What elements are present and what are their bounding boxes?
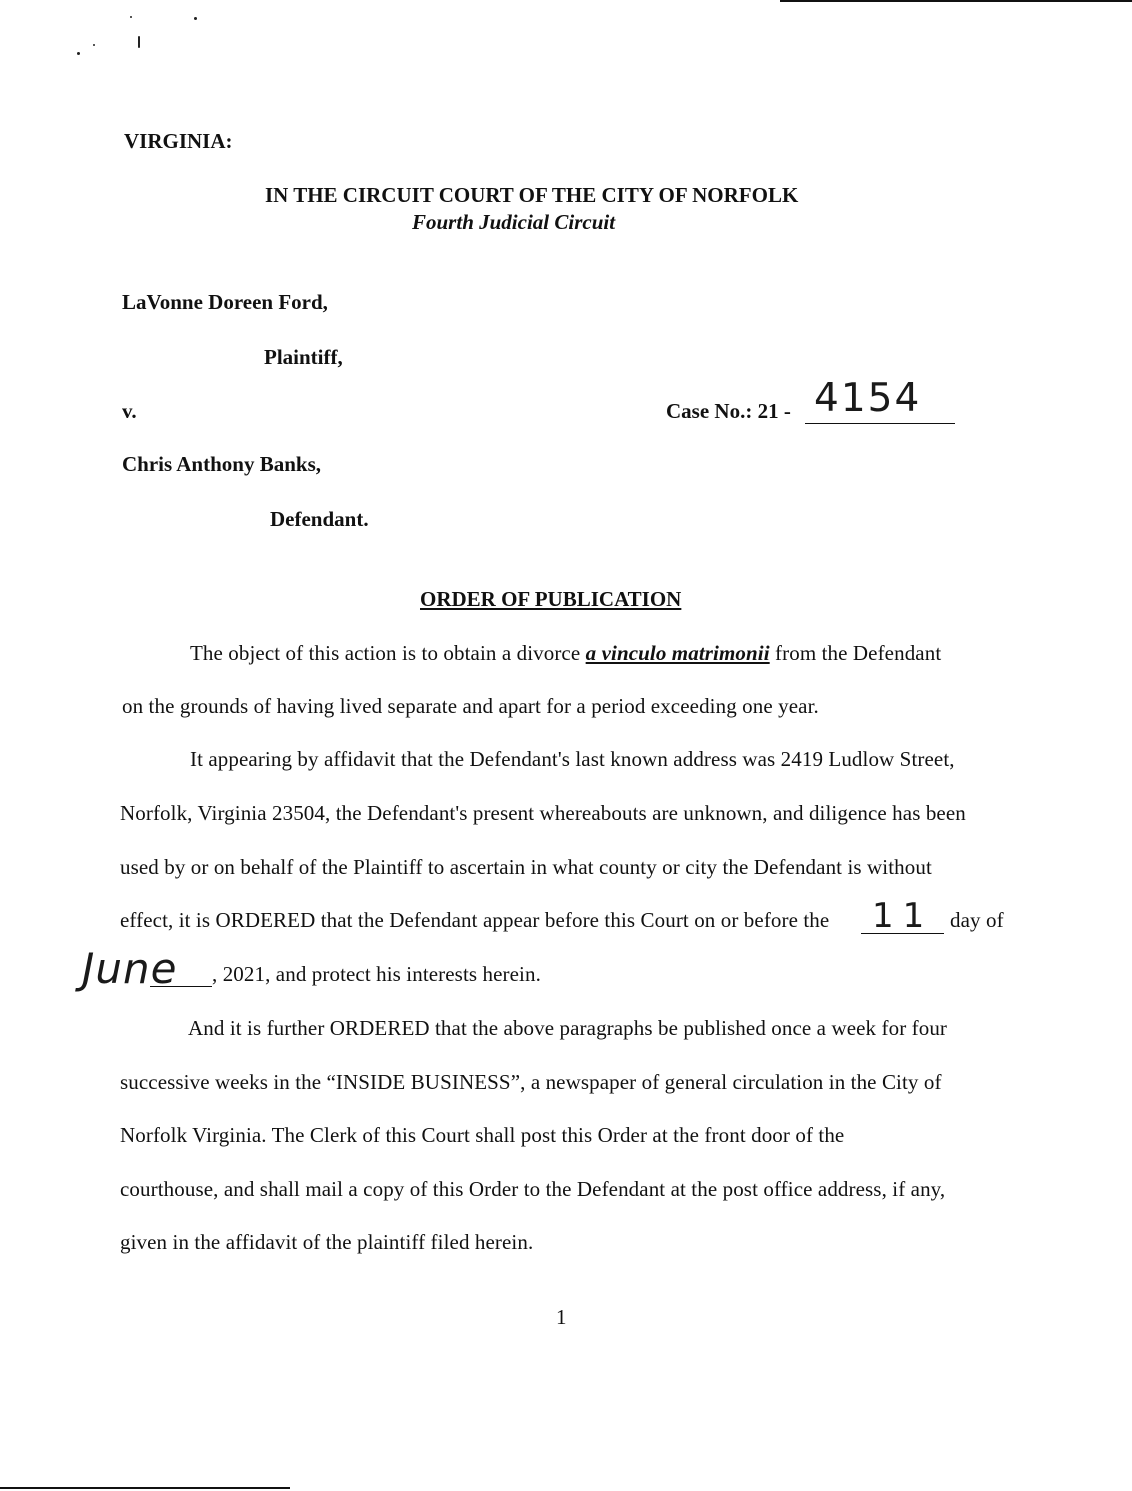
- scan-speck: [77, 52, 80, 55]
- p3-line1: And it is further ORDERED that the above paragraphs be published once a week for four: [188, 1016, 948, 1040]
- day-of-label: day of: [950, 908, 1004, 932]
- circuit-subtitle: Fourth Judicial Circuit: [412, 210, 616, 234]
- p1-text-b: from the Defendant: [775, 641, 942, 665]
- month-handwritten: June: [82, 944, 178, 993]
- p2-line4-text: effect, it is ORDERED that the Defendant appear before this Court on or before the: [120, 908, 830, 932]
- p3-line2: successive weeks in the “INSIDE BUSINESS”, a newspaper of general circulation in the City of: [120, 1070, 942, 1094]
- case-number-label: Case No.: 21 -: [666, 399, 791, 423]
- p2-line2: Norfolk, Virginia 23504, the Defendant's present whereabouts are unknown, and diligence has been: [120, 801, 966, 825]
- latin-term: a vinculo matrimonii: [585, 641, 770, 665]
- state-heading: VIRGINIA:: [124, 129, 233, 153]
- court-title: IN THE CIRCUIT COURT OF THE CITY OF NORFOLK: [265, 183, 799, 207]
- page-number: 1: [556, 1305, 567, 1329]
- scan-speck: [130, 16, 132, 18]
- p2-line5: , 2021, and protect his interests herein.: [212, 962, 541, 986]
- p3-line3: Norfolk Virginia. The Clerk of this Court shall post this Order at the front door of the: [120, 1123, 845, 1147]
- scan-edge-bottom: [0, 1487, 290, 1489]
- p3-line4: courthouse, and shall mail a copy of this Order to the Defendant at the post office address, if any,: [120, 1177, 946, 1201]
- p1-text-a: The object of this action is to obtain a divorce: [190, 641, 581, 665]
- scan-speck: [138, 36, 140, 48]
- scan-speck: [194, 17, 197, 20]
- order-title: ORDER OF PUBLICATION: [420, 587, 682, 611]
- p3-line5: given in the affidavit of the plaintiff filed herein.: [120, 1230, 534, 1254]
- day-handwritten: 11: [872, 896, 934, 936]
- defendant-role: Defendant.: [270, 507, 369, 531]
- versus-label: v.: [122, 399, 137, 423]
- p2-line3: used by or on behalf of the Plaintiff to ascertain in what county or city the Defendant is without: [120, 855, 932, 879]
- p1-line1: [190, 641, 941, 666]
- case-number-handwritten: 4154: [814, 376, 922, 421]
- scan-speck: [93, 44, 95, 46]
- scan-edge-top: [780, 0, 1132, 2]
- defendant-name: Chris Anthony Banks,: [122, 452, 321, 476]
- case-number-blank: [805, 423, 955, 424]
- plaintiff-name: LaVonne Doreen Ford,: [122, 290, 328, 314]
- p1-line2: on the grounds of having lived separate and apart for a period exceeding one year.: [122, 694, 819, 718]
- plaintiff-role: Plaintiff,: [264, 345, 343, 369]
- p2-line1: It appearing by affidavit that the Defendant's last known address was 2419 Ludlow Street,: [190, 747, 955, 771]
